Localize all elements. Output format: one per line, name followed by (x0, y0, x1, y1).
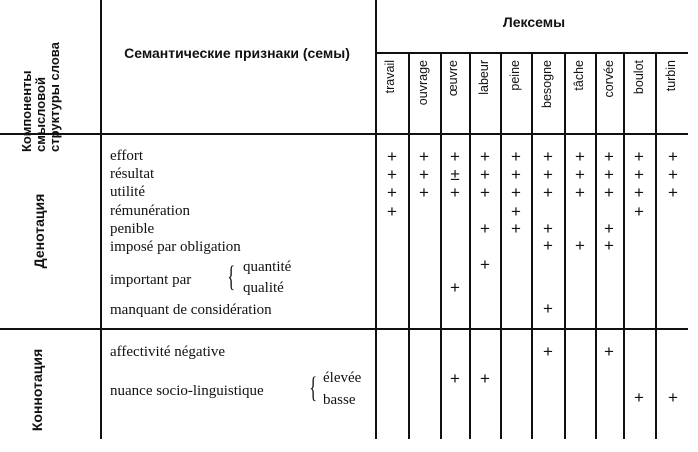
feature-mark: + (634, 388, 644, 407)
feature-mark: + (387, 202, 397, 221)
feature-mark: + (668, 147, 678, 166)
semantic-features-header: Семантические признаки (семы) (124, 45, 350, 61)
feature-mark: + (575, 165, 585, 184)
feature-mark: + (575, 147, 585, 166)
feature-penible: penible (110, 221, 155, 237)
denotation-label: Денотация (31, 193, 47, 269)
rule-lex-1 (408, 52, 410, 439)
feature-mark: + (543, 219, 553, 238)
feature-mark: + (480, 219, 490, 238)
lexeme-oeuvre: œuvre (446, 60, 460, 97)
feature-utilite: utilité (110, 184, 145, 200)
feature-nuance: nuance socio-linguistique (110, 383, 264, 399)
lexeme-travail: travail (383, 60, 397, 94)
rule-col-a (100, 0, 102, 439)
feature-mark: + (511, 147, 521, 166)
feature-mark: + (543, 165, 553, 184)
feature-mark: + (419, 165, 429, 184)
lexemes-header: Лексемы (502, 14, 566, 30)
feature-mark: + (387, 147, 397, 166)
feature-mark: + (668, 388, 678, 407)
feature-mark: + (604, 219, 614, 238)
feature-mark: + (634, 147, 644, 166)
feature-mark: + (543, 147, 553, 166)
brace-important: { (227, 260, 236, 293)
feature-mark: + (543, 183, 553, 202)
feature-basse: basse (323, 392, 356, 408)
lexeme-labeur: labeur (477, 60, 491, 95)
feature-mark: + (511, 202, 521, 221)
feature-elevee: élevée (323, 370, 362, 386)
feature-mark: + (480, 147, 490, 166)
rule-lex-3 (469, 52, 471, 439)
lexeme-tache: tâche (572, 60, 586, 91)
rule-col-b (375, 0, 377, 439)
feature-mark: + (480, 183, 490, 202)
rule-lex-6 (564, 52, 566, 439)
feature-resultat: résultat (110, 166, 155, 182)
feature-mark: ± (450, 165, 460, 184)
feature-mark: + (604, 342, 614, 361)
feature-mark: + (419, 183, 429, 202)
feature-important-par: important par (110, 272, 192, 288)
feature-mark: + (511, 219, 521, 238)
rule-section-divider (0, 328, 688, 330)
connotation-label: Коннотация (29, 348, 45, 432)
feature-mark: + (543, 299, 553, 318)
feature-mark: + (387, 183, 397, 202)
components-header: Компоненты смысловой структуры слова (19, 42, 62, 152)
rule-lex-8 (623, 52, 625, 439)
feature-mark: + (668, 183, 678, 202)
feature-affectivite: affectivité négative (110, 344, 226, 360)
feature-mark: + (634, 183, 644, 202)
feature-mark: + (511, 183, 521, 202)
feature-mark: + (480, 255, 490, 274)
rule-lex-2 (440, 52, 442, 439)
feature-mark: + (480, 165, 490, 184)
lexeme-ouvrage: ouvrage (416, 60, 430, 106)
lexeme-turbin: turbin (664, 60, 678, 92)
feature-mark: + (450, 147, 460, 166)
rule-lex-9 (655, 52, 657, 439)
feature-remuneration: rémunération (110, 203, 190, 219)
rule-lex-5 (531, 52, 533, 439)
feature-mark: + (575, 236, 585, 255)
lexeme-boulot: boulot (632, 60, 646, 95)
feature-mark: + (604, 147, 614, 166)
feature-mark: + (575, 183, 585, 202)
feature-mark: + (543, 236, 553, 255)
feature-mark: + (634, 165, 644, 184)
feature-mark: + (419, 147, 429, 166)
feature-mark: + (480, 369, 490, 388)
feature-mark: + (668, 165, 678, 184)
feature-mark: + (604, 183, 614, 202)
brace-nuance: { (309, 371, 318, 404)
feature-mark: + (543, 342, 553, 361)
rule-lex-7 (595, 52, 597, 439)
feature-effort: effort (110, 148, 144, 164)
feature-mark: + (511, 165, 521, 184)
feature-mark: + (450, 278, 460, 297)
feature-mark: + (604, 165, 614, 184)
lexeme-peine: peine (508, 60, 522, 91)
feature-mark: + (450, 183, 460, 202)
feature-mark: + (634, 202, 644, 221)
feature-mark: + (604, 236, 614, 255)
feature-mark: + (387, 165, 397, 184)
feature-mark: + (450, 369, 460, 388)
feature-manquant: manquant de considération (110, 302, 272, 318)
rule-lex-4 (500, 52, 502, 439)
feature-impose: imposé par obligation (110, 239, 241, 255)
lexeme-besogne: besogne (540, 60, 554, 108)
feature-quantite: quantité (243, 259, 292, 275)
rule-header-bottom (0, 133, 688, 135)
lexeme-corvee: corvée (602, 60, 616, 98)
feature-qualite: qualité (243, 280, 284, 296)
